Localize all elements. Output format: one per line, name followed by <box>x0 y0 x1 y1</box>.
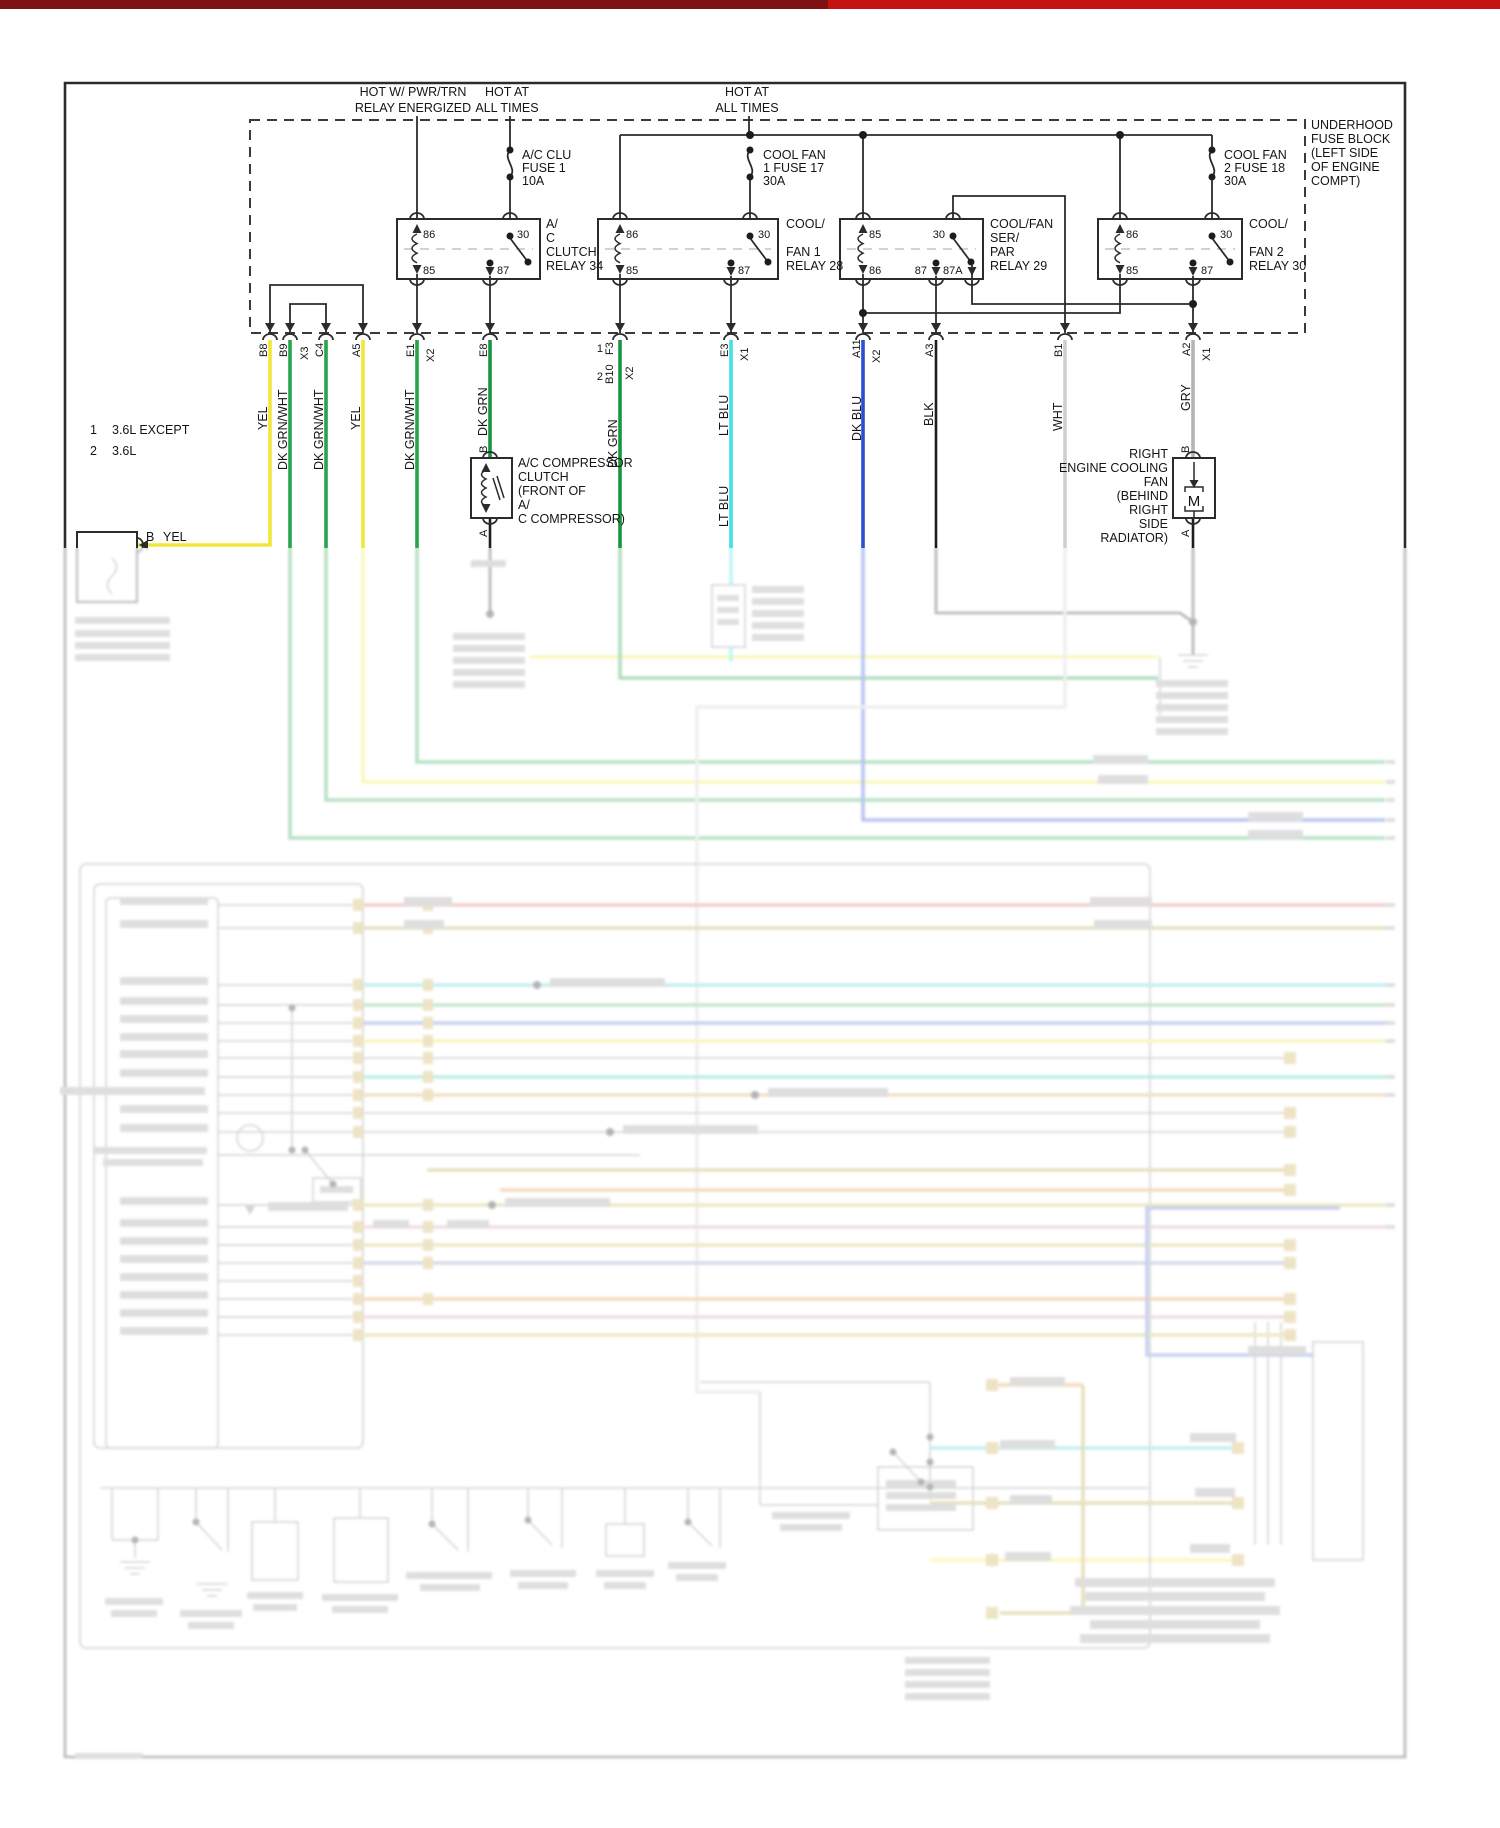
relay28-line2: FAN 1 <box>786 245 821 259</box>
fuse17-label-2: 1 FUSE 17 <box>763 161 825 175</box>
fuse17-label-1: COOL FAN <box>763 148 826 162</box>
pin-a5: A5 <box>351 343 363 357</box>
right-fan-line7: RADIATOR) <box>1100 531 1168 545</box>
ac-pressure-sensor-symbol <box>77 532 148 602</box>
clutch-pin-b: B <box>478 445 490 453</box>
fuse1-label-1: A/C CLU <box>522 148 572 162</box>
fuse1-label-2: FUSE 1 <box>522 161 566 175</box>
fan-pin-b: B <box>1180 445 1192 453</box>
r34-pin87: 87 <box>497 265 510 277</box>
r29-pin87: 87 <box>914 265 927 277</box>
wire-dkgrnwht-1: DK GRN/WHT <box>276 389 290 470</box>
ac-compressor-clutch-symbol <box>471 452 512 524</box>
wire-ltblu-1: LT BLU <box>717 394 731 436</box>
r28-pin86: 86 <box>626 229 639 241</box>
dk-blu-wires <box>863 340 1385 820</box>
wire-gry: GRY <box>1179 384 1193 411</box>
note2-text: 3.6L <box>112 444 137 458</box>
r30-pin85: 85 <box>1126 265 1139 277</box>
right-fan-line5: RIGHT <box>1129 503 1168 517</box>
faded-illegible-text-bars <box>60 560 1306 1759</box>
right-fan-line4: (BEHIND <box>1116 489 1168 503</box>
wire-dkgrn-1: DK GRN <box>476 387 490 436</box>
compressor-line1: A/C COMPRESSOR <box>518 456 633 470</box>
top-accent-bars <box>0 0 1500 9</box>
wire-dkgrn-2: DK GRN <box>606 419 620 468</box>
conn-x2-a: X2 <box>425 348 437 362</box>
wire-ltblu-2: LT BLU <box>717 485 731 527</box>
r34-pin30: 30 <box>517 229 530 241</box>
fuse18-label-1: COOL FAN <box>1224 148 1287 162</box>
pin-b1: B1 <box>1053 343 1065 357</box>
relay29-line3: PAR <box>990 245 1015 259</box>
pin-a2: A2 <box>1181 342 1193 356</box>
dk-grn-wires <box>490 340 1158 678</box>
r29-pin86: 86 <box>869 265 882 277</box>
pin-b8: B8 <box>258 343 270 357</box>
hot-at-all-times-2-line2: ALL TIMES <box>715 101 779 115</box>
relay34-line3: CLUTCH <box>546 245 597 259</box>
hot-at-all-times-1-line1: HOT AT <box>485 85 529 99</box>
note1-text: 3.6L EXCEPT <box>112 423 190 437</box>
fuse-labels <box>522 148 1287 188</box>
hot-at-all-times-2-line1: HOT AT <box>725 85 769 99</box>
ufb-line5: COMPT) <box>1311 174 1361 188</box>
pin-a11: A11 <box>851 339 863 358</box>
ufb-line1: UNDERHOOD <box>1311 118 1393 132</box>
hot-pwr-trn-line1: HOT W/ PWR/TRN <box>359 85 467 99</box>
wire-yel-2: YEL <box>349 406 363 430</box>
relay34-line1: A/ <box>546 217 558 231</box>
blk-wires <box>490 340 1193 655</box>
relay28-line1: COOL/ <box>786 217 825 231</box>
relay29-line4: RELAY 29 <box>990 259 1048 273</box>
pin-c4: C4 <box>314 342 326 357</box>
right-cooling-fan-symbol <box>1173 452 1215 524</box>
note-ref-2: 2 <box>596 371 603 383</box>
conn-x3: X3 <box>299 346 311 360</box>
note-ref-1: 1 <box>596 343 603 355</box>
fuse17-label-3: 30A <box>763 174 786 188</box>
conn-x1-a: X1 <box>739 347 751 361</box>
wht-wires <box>697 340 1065 1392</box>
r28-pin87: 87 <box>738 265 751 277</box>
r29-pin30: 30 <box>932 229 945 241</box>
r28-pin30: 30 <box>758 229 771 241</box>
pin-a3: A3 <box>924 343 936 357</box>
pin-e3: E3 <box>719 343 731 357</box>
wire-blk: BLK <box>922 402 936 426</box>
relay29-line2: SER/ <box>990 231 1020 245</box>
fuse1-label-3: 10A <box>522 174 545 188</box>
wire-dkgrnwht-3: DK GRN/WHT <box>403 389 417 470</box>
wire-wht: WHT <box>1051 402 1065 431</box>
fuse18-label-3: 30A <box>1224 174 1247 188</box>
ufb-line3: (LEFT SIDE <box>1311 146 1379 160</box>
dk-grn-wht-wires <box>290 340 1385 838</box>
ufb-line4: OF ENGINE <box>1311 160 1380 174</box>
note1-num: 1 <box>90 423 97 437</box>
pin-b10: B10 <box>604 364 616 384</box>
relay34-line4: RELAY 34 <box>546 259 604 273</box>
wire-yel-1: YEL <box>256 406 270 430</box>
pin-f3: F3 <box>604 342 616 355</box>
pin-e8: E8 <box>478 343 490 357</box>
hot-pwr-trn-line2: RELAY ENERGIZED <box>354 101 472 115</box>
conn-x2-b: X2 <box>624 366 636 380</box>
wire-dkblu: DK BLU <box>850 395 864 441</box>
hot-at-all-times-1-line2: ALL TIMES <box>475 101 539 115</box>
relay30-line1: COOL/ <box>1249 217 1288 231</box>
r34-pin86: 86 <box>423 229 436 241</box>
sensor-wire-yel: YEL <box>163 530 187 544</box>
right-fan-line1: RIGHT <box>1129 447 1168 461</box>
conn-x2-c: X2 <box>871 349 883 363</box>
underhood-fuse-block-label <box>1311 118 1393 188</box>
r29-pin85: 85 <box>869 229 882 241</box>
relay34-line2: C <box>546 231 556 245</box>
engine-notes <box>90 423 190 458</box>
note2-num: 2 <box>90 444 97 458</box>
relay30-line2: FAN 2 <box>1249 245 1284 259</box>
clutch-pin-a: A <box>478 529 490 537</box>
sensor-pin-b: B <box>146 530 155 544</box>
right-fan-line6: SIDE <box>1138 517 1168 531</box>
fuse18-label-2: 2 FUSE 18 <box>1224 161 1286 175</box>
pin-e1: E1 <box>405 343 417 357</box>
conn-x1-b: X1 <box>1201 347 1213 361</box>
motor-letter: M <box>1187 493 1201 510</box>
compressor-line5: C COMPRESSOR) <box>518 512 625 526</box>
compressor-line2: CLUTCH <box>518 470 569 484</box>
r34-pin85: 85 <box>423 265 436 277</box>
connector-pin-labels <box>258 339 1213 384</box>
header-labels <box>355 85 779 115</box>
r30-pin30: 30 <box>1220 229 1233 241</box>
compressor-line3: (FRONT OF <box>518 484 586 498</box>
r28-pin85: 85 <box>626 265 639 277</box>
wire-color-labels <box>256 383 1193 527</box>
fuse-symbols <box>507 147 1216 181</box>
relay29-line1: COOL/FAN <box>990 217 1054 231</box>
relay28-line3: RELAY 28 <box>786 259 844 273</box>
relay30-line3: RELAY 30 <box>1249 259 1307 273</box>
fan-pin-a: A <box>1180 529 1192 537</box>
component-labels <box>146 446 1192 545</box>
r30-pin86: 86 <box>1126 229 1139 241</box>
compressor-line4: A/ <box>518 498 530 512</box>
pin-b9: B9 <box>278 343 290 357</box>
r30-pin87: 87 <box>1201 265 1214 277</box>
right-fan-line3: FAN <box>1143 475 1168 489</box>
wire-dkgrnwht-2: DK GRN/WHT <box>312 389 326 470</box>
r29-pin87a: 87A <box>943 265 963 277</box>
right-fan-line2: ENGINE COOLING <box>1058 461 1168 475</box>
ufb-line2: FUSE BLOCK <box>1311 132 1391 146</box>
